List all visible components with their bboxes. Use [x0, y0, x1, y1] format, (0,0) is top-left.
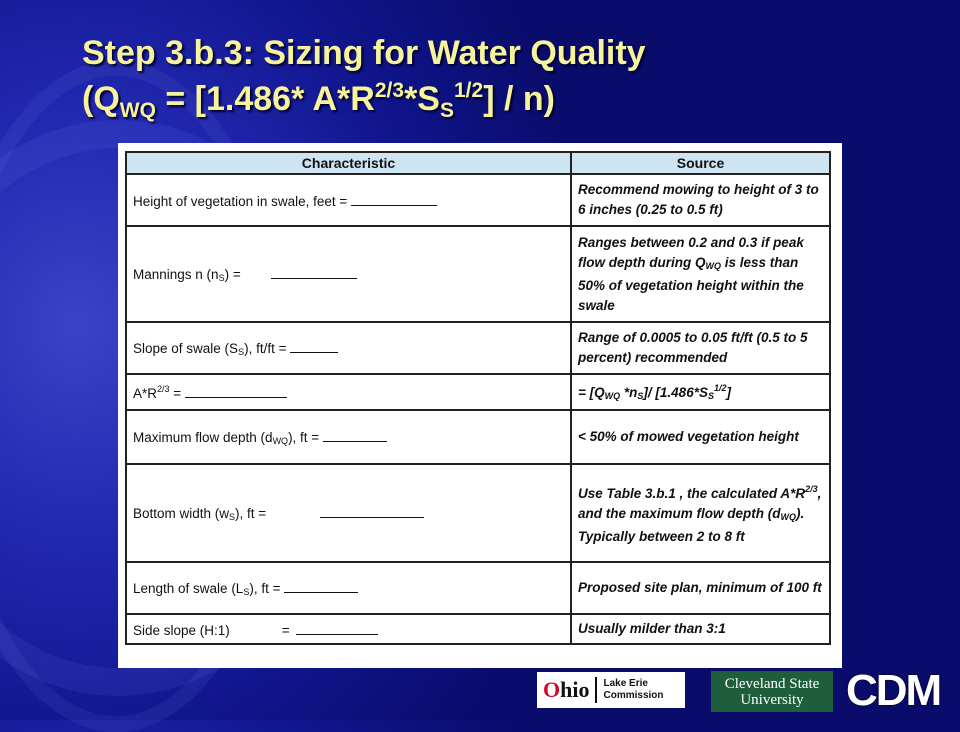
csu-line-1: Cleveland State	[724, 675, 820, 692]
title-superscript: 2/3	[374, 79, 405, 102]
table-row	[126, 174, 830, 226]
csu-line-2: University	[740, 691, 804, 708]
title-text: = [1.486* A*R	[155, 80, 375, 118]
slide-title	[82, 30, 646, 122]
characteristic-text: ), ft/ft =	[244, 341, 291, 356]
source-cell: Recommend mowing to height of 3 to 6 inches (0.25 to 0.5 ft)	[571, 174, 830, 226]
ohio-lake-erie-commission-logo	[537, 672, 685, 708]
table-row	[126, 464, 830, 562]
characteristic-cell	[126, 374, 571, 410]
source-text: ]/ [1.486*S	[643, 385, 708, 400]
characteristic-text: =	[169, 385, 185, 401]
ohio-sub-label: Lake Erie Commission	[603, 678, 664, 701]
characteristic-text: Mannings n (n	[133, 267, 219, 282]
title-text: ] / n)	[483, 80, 555, 118]
characteristic-subscript: S	[238, 347, 245, 357]
characteristic-subscript: S	[243, 587, 250, 597]
source-subscript: WQ	[705, 260, 721, 271]
characteristic-cell	[126, 174, 571, 226]
source-text: ]	[726, 385, 731, 400]
cdm-logo: CDM	[846, 666, 941, 715]
table-row	[126, 614, 830, 644]
characteristic-text: Maximum flow depth (d	[133, 430, 273, 445]
title-line-2	[82, 76, 646, 122]
characteristic-text: Height of vegetation in swale, feet =	[133, 193, 352, 209]
source-text: Use Table 3.b.1 , the calculated A*R	[578, 486, 806, 501]
source-subscript: S	[707, 391, 714, 401]
table-row	[126, 410, 830, 464]
characteristic-cell	[126, 410, 571, 464]
characteristic-text: ) =	[224, 267, 241, 282]
table-row	[126, 374, 830, 410]
characteristic-subscript: WQ	[272, 436, 289, 446]
fill-blank	[185, 384, 287, 398]
title-subscript: S	[439, 99, 454, 122]
source-subscript: WQ	[604, 391, 621, 401]
source-cell: < 50% of mowed vegetation height	[571, 410, 830, 464]
source-text: *n	[620, 385, 638, 400]
characteristic-text: Slope of swale (S	[133, 341, 239, 356]
fill-blank	[323, 428, 387, 442]
fill-blank	[351, 192, 437, 206]
table-header-row	[126, 152, 830, 174]
ohio-wordmark: Ohio	[543, 677, 590, 702]
characteristic-cell	[126, 322, 571, 374]
source-subscript: S	[637, 391, 644, 401]
fill-blank	[290, 339, 338, 353]
cleveland-state-university-logo	[711, 671, 833, 712]
source-text: is less than 50% of vegetation height within the swale	[578, 254, 804, 313]
table-row	[126, 562, 830, 614]
characteristic-text: =	[281, 622, 290, 638]
source-cell: Usually milder than 3:1	[571, 614, 830, 644]
source-superscript: 2/3	[805, 484, 818, 494]
characteristic-text: ), ft =	[235, 506, 267, 521]
source-text: , and the maximum flow depth (d	[578, 486, 822, 521]
source-text: = [Q	[578, 385, 605, 400]
header-characteristic: Characteristic	[126, 152, 571, 174]
fill-blank	[296, 621, 378, 635]
characteristic-superscript: 2/3	[157, 383, 170, 394]
title-superscript: 1/2	[454, 79, 484, 102]
source-cell	[571, 374, 830, 410]
title-line-1: Step 3.b.3: Sizing for Water Quality	[82, 34, 646, 72]
title-text: (Q	[82, 80, 120, 118]
source-text: Ranges between 0.2 and 0.3 if peak flow depth during Q	[578, 234, 804, 270]
sizing-table-image	[118, 143, 842, 668]
characteristic-cell	[126, 562, 571, 614]
header-source: Source	[571, 152, 830, 174]
characteristic-text: ), ft =	[288, 430, 323, 445]
characteristic-text: A*R	[133, 385, 158, 401]
source-text: ). Typically between 2 to 8 ft	[578, 506, 805, 544]
characteristic-text: Side slope (H:1)	[133, 622, 230, 638]
source-cell	[571, 226, 830, 322]
title-subscript: WQ	[119, 99, 156, 122]
fill-blank	[271, 265, 357, 279]
characteristic-text: Bottom width (w	[133, 506, 230, 521]
title-text: *S	[404, 80, 440, 118]
characteristic-text: Length of swale (L	[133, 581, 244, 596]
table-row	[126, 226, 830, 322]
source-cell: Range of 0.0005 to 0.05 ft/ft (0.5 to 5 percent) recommended	[571, 322, 830, 374]
characteristic-subscript: S	[218, 273, 225, 283]
fill-blank	[284, 579, 358, 593]
source-cell: Proposed site plan, minimum of 100 ft	[571, 562, 830, 614]
fill-blank	[320, 504, 424, 518]
source-subscript: WQ	[780, 512, 797, 522]
characteristic-cell	[126, 614, 571, 644]
characteristic-subscript: S	[229, 512, 236, 522]
logo-divider	[595, 677, 597, 703]
table-row	[126, 322, 830, 374]
characteristic-text: ), ft =	[249, 581, 285, 596]
characteristic-cell	[126, 226, 571, 322]
source-superscript: 1/2	[713, 383, 727, 393]
characteristic-cell	[126, 464, 571, 562]
source-cell	[571, 464, 830, 562]
sizing-table	[125, 151, 831, 645]
